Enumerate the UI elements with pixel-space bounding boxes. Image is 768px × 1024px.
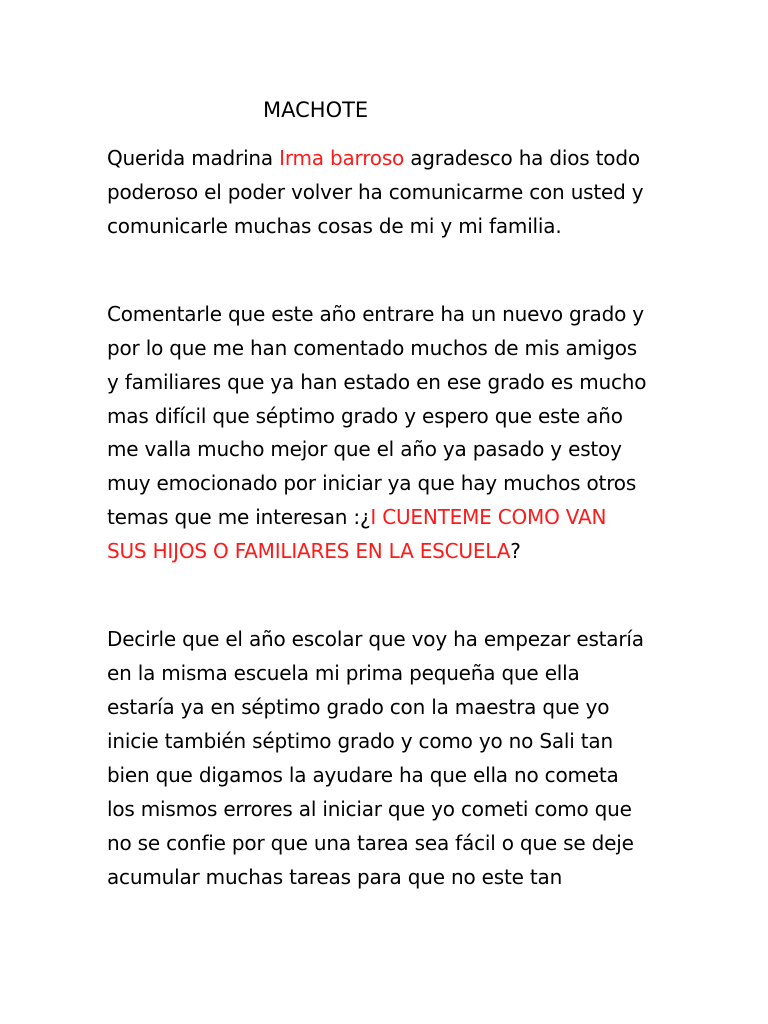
text-line: por lo que me han comentado muchos de mis amigos — [107, 336, 637, 360]
document-title: MACHOTE — [263, 98, 369, 122]
text-line: mas difícil que séptimo grado y espero que este año — [107, 404, 623, 428]
text-line: acumular muchas tareas para que no este tan — [107, 865, 563, 889]
text-line: Decirle que el año escolar que voy ha empezar estaría — [107, 627, 644, 651]
text-line: inicie también séptimo grado y como yo no Sali tan — [107, 729, 613, 753]
text-line: muy emocionado por iniciar ya que hay muchos otros — [107, 471, 637, 495]
text-line: me valla mucho mejor que el año ya pasado y estoy — [107, 437, 622, 461]
text-line: poderoso el poder volver ha comunicarme con usted y — [107, 180, 644, 204]
text-line: los mismos errores al iniciar que yo cometi como que — [107, 797, 632, 821]
text-line: SUS HIJOS O FAMILIARES EN LA ESCUELA? — [107, 539, 521, 563]
text-line: comunicarle muchas cosas de mi y mi familia. — [107, 214, 562, 238]
text-line: Querida madrina Irma barroso agradesco ha dios todo — [107, 146, 640, 170]
text-line: en la misma escuela mi prima pequeña que ella — [107, 661, 580, 685]
text-line: bien que digamos la ayudare ha que ella no cometa — [107, 763, 619, 787]
highlighted-question: I CUENTEME COMO VAN — [370, 505, 607, 529]
text-line: y familiares que ya han estado en ese grado es mucho — [107, 370, 647, 394]
highlighted-name: Irma barroso — [279, 146, 405, 170]
text-line: temas que me interesan :¿I CUENTEME COMO VAN — [107, 505, 607, 529]
highlighted-question: SUS HIJOS O FAMILIARES EN LA ESCUELA — [107, 539, 511, 563]
text-line: estaría ya en séptimo grado con la maestra que yo — [107, 695, 610, 719]
text-line: no se confie por que una tarea sea fácil o que se deje — [107, 831, 634, 855]
text-line: Comentarle que este año entrare ha un nuevo grado y — [107, 302, 644, 326]
